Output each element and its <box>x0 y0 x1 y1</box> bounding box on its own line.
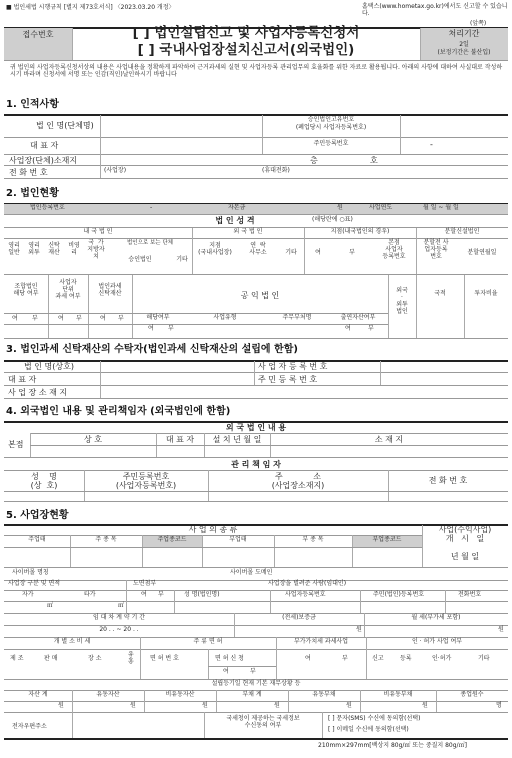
permit-other-label: 기타 <box>478 655 490 662</box>
drawing-yes: 여 <box>141 591 147 598</box>
col-pre-split-reg: 분할전 사 업자등록 번호 <box>423 239 449 260</box>
section2-title: 2. 법인현황 <box>6 188 59 199</box>
consent-question: 국세청이 제공하는 국세정보 수신동의 여부 <box>226 715 300 729</box>
rent-label: 타가 <box>84 591 96 598</box>
foreign-corp-header: 외 국 법 인 <box>233 228 263 235</box>
sms-consent-checkbox[interactable]: [ ] 문자(SMS) 수신에 동의함(선택) <box>328 715 421 722</box>
union-yes: 여 <box>12 315 18 322</box>
col-profit-foreign: 영리 외투 <box>28 242 40 256</box>
approval-number-label: 승인법인고유번호 <box>307 116 355 123</box>
form-reference: ■ 법인세법 시행규칙 [별지 제73호서식] 〈2023.03.20 개정〉 <box>6 4 175 11</box>
contribution-yes: 여 <box>345 325 351 332</box>
col-branch-yes: 여 <box>315 249 321 256</box>
corp-nature-note: (해당란에 ○표) <box>312 216 353 223</box>
permit-report-label: 신고 <box>372 655 384 662</box>
monthly-won: 원 <box>498 626 504 633</box>
current-assets-label: 유동자산 <box>96 691 120 698</box>
biz-type-header: 사 업 의 종 류 <box>188 525 238 534</box>
hq-trade-name-label: 상 호 <box>84 435 102 444</box>
sub-item-label: 부 종 목 <box>302 536 324 543</box>
col-branch-no: 부 <box>349 249 355 256</box>
permit-header: 인 · 허가 사업 여부 <box>411 638 463 645</box>
resident-number-label: 주민등록번호 <box>313 140 349 147</box>
page-side: (앞쪽) <box>470 20 487 27</box>
hq-label: 본점 <box>8 440 24 449</box>
current-liabilities-label: 유동부채 <box>312 691 336 698</box>
manager-resident-label: 주민등록번호 (사업자등록번호) <box>115 472 177 491</box>
current-assets-won: 원 <box>130 702 136 709</box>
col-hq-biz-reg: 본점 사업자 등록번호 <box>382 239 406 260</box>
corp-nature-header: 법 인 성 격 <box>215 216 255 225</box>
contribution-label: 출연자산여부 <box>340 314 376 321</box>
email-label: 전자우편주소 <box>12 723 47 730</box>
hq-address-label: 소 재 지 <box>374 435 404 444</box>
section4-title: 4. 외국법인 내용 및 관리책임자 (외국법인에 한함) <box>6 406 231 417</box>
rent-sqm: ㎡ <box>118 602 125 609</box>
biz-type-label: 사업유형 <box>213 314 237 321</box>
lessor-name-label: 성 명(법인명) <box>184 591 220 598</box>
trustee-rep-label: 대 표 자 <box>8 375 37 384</box>
foreign-invest-label: 외국 · 외투 법인 <box>396 287 408 315</box>
unit-tax-yes: 여 <box>58 315 64 322</box>
email-consent-checkbox[interactable]: [ ] 이메일 수신에 동의함(선택) <box>328 726 409 733</box>
resident-number-dash: - <box>430 140 433 149</box>
applicable-label: 해당여부 <box>146 314 170 321</box>
form-title-line2: [ ] 국내사업장설치신고서(외국법인) <box>137 42 355 58</box>
domestic-corp-header: 내 국 법 인 <box>83 228 113 235</box>
col-government: 국 가 지방자 치 <box>87 239 105 260</box>
employees-unit: 명 <box>496 702 502 709</box>
financial-header: 설립등기일 현재 기본 재무상황 등 <box>211 680 301 687</box>
hometax-note: 홈택스(www.hometax.go.kr)에서도 신고할 수 있습니다. <box>362 3 508 17</box>
unit-tax-label: 사업자 단위 과세 여부 <box>55 279 81 300</box>
notice-text: 귀 법인의 사업자등록신청서상의 내용은 사업내용을 정확하게 파악하여 근거과세의 실현 및 사업자등록 관리업무의 효율화를 위한 자료로 활용됩니다. 아래의 사항에 대하여 사실대로 작성하시기 바라며 신청서에 서명 또는 인감(직인)날인하시기 바랍니다 <box>10 64 503 78</box>
ho-label: 호 <box>370 156 378 165</box>
manager-name-label: 성 명 (상 호) <box>30 472 58 491</box>
sub-code-label: 부업종코드 <box>372 536 402 543</box>
lessor-header: 사업장을 빌려준 사람(임대인) <box>268 580 347 587</box>
total-assets-label: 자산 계 <box>28 691 48 698</box>
trustee-resident-label: 주 민 등 록 번 호 <box>258 375 318 384</box>
col-trust: 신탁 재산 <box>48 242 60 256</box>
cyber-mall-domain-label: 사이버몰 도메인 <box>230 569 273 576</box>
nationality-label: 국적 <box>434 290 446 297</box>
noncurrent-assets-label: 비유동자산 <box>165 691 195 698</box>
license-no: 부 <box>250 668 256 675</box>
vat-yes: 여 <box>305 655 311 662</box>
main-type-label: 주업태 <box>28 536 46 543</box>
start-date-value: 년 월 일 <box>450 552 480 561</box>
foreign-content-header: 외 국 법 인 내 용 <box>225 423 287 432</box>
main-item-label: 주 종 목 <box>95 536 117 543</box>
trust-property-label: 법인과세 신탁재산 <box>98 283 122 297</box>
capital-won: 원 <box>337 204 343 211</box>
trust-no: 부 <box>118 315 124 322</box>
indiv-tax-header: 개 별 소 비 세 <box>53 638 91 645</box>
total-liabilities-won: 원 <box>274 702 280 709</box>
deposit-won: 원 <box>356 626 362 633</box>
drawing-label: 도면첨부 <box>133 580 157 587</box>
corp-name-label: 법 인 명(단체명) <box>36 121 94 130</box>
col-profit-general: 영리 일반 <box>8 242 20 256</box>
manager-phone-label: 전 화 번 호 <box>428 476 468 485</box>
total-liabilities-label: 부채 계 <box>242 691 262 698</box>
trustee-location-label: 사 업 장 소 재 지 <box>8 388 68 397</box>
unit-tax-no: 부 <box>76 315 82 322</box>
hq-est-date-label: 설 치 년 월 일 <box>212 435 262 444</box>
own-sqm: ㎡ <box>47 602 54 609</box>
manager-header: 관 리 책 임 자 <box>231 460 281 469</box>
approval-number-note: (폐업당시 사업자등록번호) <box>295 124 367 131</box>
union-no: 부 <box>32 315 38 322</box>
location-label: 사업장(단체)소재지 <box>9 156 78 165</box>
form-title-line1: [ ] 법인설립신고 및 사업자등록신청서 <box>132 25 360 41</box>
col-split-date: 분할연월일 <box>467 249 497 256</box>
col-approved-corp: 승인법인 <box>128 256 152 263</box>
place-type-label: 사업장 구분 및 면적 <box>8 580 61 587</box>
hq-rep-label: 대 표 자 <box>165 435 195 444</box>
start-date-label: 사업(수익사업) 개 시 일 <box>438 525 492 544</box>
license-number-label: 면 허 번 호 <box>150 655 179 662</box>
representative-label: 대 표 자 <box>30 141 59 150</box>
manager-address-label: 주 소 (사업장소재지) <box>271 472 325 491</box>
paper-spec-footer: 210mm×297mm[백상지 80g/㎡ 또는 중질지 80g/㎡] <box>318 742 467 749</box>
capital-label: 자본금 <box>228 204 246 211</box>
main-code-label: 주업종코드 <box>157 536 187 543</box>
processing-period-label: 처리기간 <box>448 29 480 38</box>
phone-label: 전 화 번 호 <box>9 168 48 177</box>
sale-label: 판 매 <box>44 655 58 662</box>
section3-title: 3. 법인과세 신탁재산의 수탁자(법인과세 신탁재산의 설립에 한함) <box>6 344 298 355</box>
section5-title: 5. 사업장현황 <box>6 510 69 521</box>
ministry-label: 주무부처명 <box>282 314 312 321</box>
license-application-label: 면 허 신 청 <box>215 655 244 662</box>
liquor-license-header: 주 류 면 허 <box>193 638 223 645</box>
col-foreign-other: 기타 <box>285 249 297 256</box>
receipt-number-label: 접수번호 <box>22 30 54 39</box>
lease-period-label: 임 대 차 계 약 기 간 <box>92 614 145 621</box>
trustee-name-label: 법 인 명(상호) <box>24 362 74 371</box>
permit-permission-label: 인·허가 <box>432 655 452 662</box>
fiscal-month-day: 월 일 ~ 월 일 <box>423 204 459 211</box>
corp-reg-no-dash: - <box>150 204 153 211</box>
permit-register-label: 등록 <box>400 655 412 662</box>
noncurrent-assets-won: 원 <box>202 702 208 709</box>
mobile-phone-label: (휴대전화) <box>262 167 290 174</box>
public-no: 부 <box>168 325 174 332</box>
processing-period-value: 2일 <box>459 41 469 48</box>
union-corp-label: 조합법인 해당 여부 <box>13 283 39 297</box>
vat-business-header: 부가가치세 과세사업 <box>293 638 349 645</box>
fiscal-year-label: 사업연도 <box>369 204 393 211</box>
manufacture-label: 제 조 <box>10 655 24 662</box>
lessor-biz-reg-label: 사업자등록번호 <box>285 591 326 598</box>
noncurrent-liabilities-won: 원 <box>422 702 428 709</box>
col-deemed-other: 기타 <box>176 256 188 263</box>
trustee-biz-reg-label: 사 업 자 등 록 번 호 <box>258 362 328 371</box>
employees-label: 종업원수 <box>460 691 484 698</box>
total-assets-won: 원 <box>58 702 64 709</box>
col-liaison-office: 연 락 사무소 <box>249 242 267 256</box>
entertainment-label: 유흥 <box>128 651 134 665</box>
col-nonprofit: 비영 리 <box>68 242 80 256</box>
sub-type-label: 부업태 <box>229 536 247 543</box>
col-deemed-corp: 법인으로 보는 단체 <box>126 240 173 246</box>
drawing-no: 부 <box>158 591 164 598</box>
business-phone-label: (사업장) <box>104 167 127 174</box>
trust-yes: 여 <box>100 315 106 322</box>
current-liabilities-won: 원 <box>346 702 352 709</box>
own-label: 자가 <box>22 591 34 598</box>
invest-ratio-label: 투자비율 <box>474 290 498 297</box>
processing-period-note: (보정기간은 불산입) <box>437 49 491 56</box>
deposit-label: (전세)보증금 <box>282 614 316 621</box>
corp-reg-no-label: 법인등록번호 <box>30 204 65 211</box>
license-yes: 여 <box>223 668 229 675</box>
lessor-resident-label: 주민(법인)등록번호 <box>373 591 425 598</box>
col-branch-domestic: 지점 (국내사업장) <box>198 242 232 256</box>
public-yes: 여 <box>148 325 154 332</box>
public-corp-header: 공 익 법 인 <box>240 291 280 300</box>
monthly-rent-label: 월 세(부가세 포함) <box>411 614 461 621</box>
lessor-phone-label: 전화번호 <box>458 591 482 598</box>
branch-header: 지점(내국법인의 경우) <box>330 228 390 235</box>
place-label: 장 소 <box>88 655 102 662</box>
split-corp-header: 분할신설법인 <box>444 228 480 235</box>
lease-period-value: 20 . . ~ 20 . . <box>99 626 139 633</box>
section1-title: 1. 인적사항 <box>6 99 59 110</box>
vat-no: 부 <box>342 655 348 662</box>
cyber-mall-name-label: 사이버몰 명칭 <box>12 569 49 576</box>
floor-label: 층 <box>310 156 318 165</box>
noncurrent-liabilities-label: 비유동부채 <box>383 691 413 698</box>
contribution-no: 부 <box>368 325 374 332</box>
